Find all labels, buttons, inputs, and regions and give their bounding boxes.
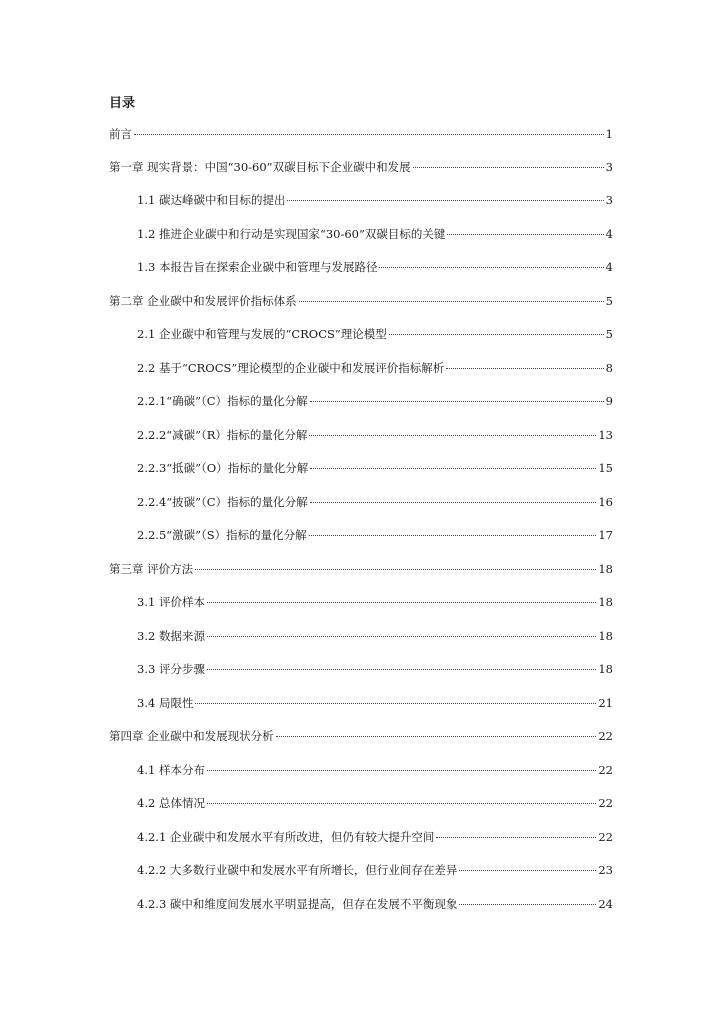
- toc-entry-label: 前言: [109, 127, 132, 141]
- toc-entry-page: 3: [605, 160, 613, 174]
- toc-entry[interactable]: [137, 761, 613, 779]
- dot-leader: [134, 134, 604, 135]
- dot-leader: [207, 669, 596, 670]
- toc-entry[interactable]: [137, 392, 613, 410]
- dot-leader: [459, 904, 596, 905]
- toc-entry-label: 2.2 基于“CROCS”理论模型的企业碳中和发展评价指标解析: [137, 361, 445, 375]
- toc-entry-page: 5: [605, 294, 613, 308]
- toc-entry-label: 4.2 总体情况: [137, 796, 205, 810]
- toc-entry-label: 1.3 本报告旨在探索企业碳中和管理与发展路径: [137, 260, 378, 274]
- dot-leader: [299, 301, 604, 302]
- toc-title: 目录: [109, 96, 136, 111]
- toc-entry-page: 21: [598, 696, 613, 710]
- toc-entry-label: 第三章 评价方法: [109, 562, 194, 576]
- toc-entry[interactable]: [109, 292, 613, 310]
- dot-leader: [207, 770, 596, 771]
- toc-entry-page: 24: [598, 897, 613, 911]
- dot-leader: [207, 803, 596, 804]
- dot-leader: [379, 267, 603, 268]
- toc-entry-page: 8: [605, 361, 613, 375]
- toc-entry[interactable]: [137, 593, 613, 611]
- dot-leader: [389, 334, 604, 335]
- toc-entry[interactable]: [137, 191, 613, 209]
- toc-entry[interactable]: [137, 225, 613, 243]
- toc-entry-label: 4.1 样本分布: [137, 763, 205, 777]
- toc-entry-label: 4.2.1 企业碳中和发展水平有所改进，但仍有较大提升空间: [137, 830, 435, 844]
- toc-entry-page: 1: [605, 127, 613, 141]
- toc-entry[interactable]: [137, 627, 613, 645]
- toc-entry-label: 2.2.2“减碳”（R）指标的量化分解: [137, 428, 308, 442]
- toc-entry-label: 3.1 评价样本: [137, 595, 205, 609]
- toc-entry-page: 18: [598, 562, 613, 576]
- dot-leader: [310, 468, 596, 469]
- toc-entry-page: 4: [605, 260, 613, 274]
- toc-entry[interactable]: [109, 125, 613, 143]
- toc-entry-label: 第四章 企业碳中和发展现状分析: [109, 729, 274, 743]
- toc-entry-page: 22: [598, 830, 613, 844]
- toc-entry[interactable]: [137, 359, 613, 377]
- toc-entry-label: 4.2.3 碳中和维度间发展水平明显提高，但存在发展不平衡现象: [137, 897, 458, 911]
- toc-entry[interactable]: [137, 794, 613, 812]
- toc-entry-page: 22: [598, 763, 613, 777]
- toc-entry-page: 15: [598, 461, 613, 475]
- toc-entry-label: 3.4 局限性: [137, 696, 194, 710]
- toc-entry[interactable]: [137, 493, 613, 511]
- toc-entry-label: 3.3 评分步骤: [137, 662, 205, 676]
- dot-leader: [436, 837, 596, 838]
- toc-entry[interactable]: [137, 426, 613, 444]
- toc-entry[interactable]: [137, 459, 613, 477]
- toc-entry-page: 23: [598, 863, 613, 877]
- toc-entry-label: 第二章 企业碳中和发展评价指标体系: [109, 294, 297, 308]
- toc-entry[interactable]: [137, 660, 613, 678]
- toc-entry-page: 18: [598, 595, 613, 609]
- dot-leader: [207, 636, 596, 637]
- toc-entry-label: 2.2.1“确碳”（C）指标的量化分解: [137, 394, 308, 408]
- toc-entry-label: 2.2.3“抵碳”（O）指标的量化分解: [137, 461, 309, 475]
- toc-entry-label: 第一章 现实背景：中国“30-60”双碳目标下企业碳中和发展: [109, 160, 411, 174]
- dot-leader: [195, 569, 596, 570]
- dot-leader: [309, 435, 596, 436]
- toc-entry-page: 22: [598, 729, 613, 743]
- dot-leader: [276, 736, 597, 737]
- toc-entry-label: 2.1 企业碳中和管理与发展的“CROCS”理论模型: [137, 327, 387, 341]
- toc-entry[interactable]: [137, 258, 613, 276]
- toc-entry[interactable]: [137, 895, 613, 913]
- toc-entry[interactable]: [109, 727, 613, 745]
- toc-entry-label: 1.1 碳达峰碳中和目标的提出: [137, 193, 286, 207]
- toc-entry-label: 4.2.2 大多数行业碳中和发展水平有所增长，但行业间存在差异: [137, 863, 458, 877]
- toc-entry-page: 18: [598, 629, 613, 643]
- dot-leader: [447, 234, 603, 235]
- dot-leader: [287, 200, 603, 201]
- toc-entry-page: 4: [605, 227, 613, 241]
- toc-entry-label: 1.2 推进企业碳中和行动是实现国家“30-60”双碳目标的关键: [137, 227, 446, 241]
- toc-entry[interactable]: [137, 861, 613, 879]
- toc-entry-page: 5: [605, 327, 613, 341]
- toc-entry-page: 18: [598, 662, 613, 676]
- toc-entry-page: 16: [598, 495, 613, 509]
- dot-leader: [413, 167, 604, 168]
- toc-entry[interactable]: [109, 560, 613, 578]
- toc-entry-page: 17: [598, 528, 613, 542]
- dot-leader: [310, 401, 604, 402]
- toc-entry-page: 9: [605, 394, 613, 408]
- toc-entry[interactable]: [137, 325, 613, 343]
- toc-entry[interactable]: [137, 828, 613, 846]
- toc-entry-page: 3: [605, 193, 613, 207]
- toc-entry-page: 22: [598, 796, 613, 810]
- dot-leader: [310, 502, 597, 503]
- toc-entry[interactable]: [109, 158, 613, 176]
- dot-leader: [195, 703, 596, 704]
- toc-entry-label: 2.2.5“激碳”（S）指标的量化分解: [137, 528, 307, 542]
- toc-entry[interactable]: [137, 694, 613, 712]
- dot-leader: [459, 870, 596, 871]
- toc-entry[interactable]: [137, 526, 613, 544]
- toc-entry-page: 13: [598, 428, 613, 442]
- toc-entry-label: 2.2.4“披碳”（C）指标的量化分解: [137, 495, 308, 509]
- dot-leader: [309, 535, 597, 536]
- dot-leader: [207, 602, 596, 603]
- toc-entry-label: 3.2 数据来源: [137, 629, 205, 643]
- dot-leader: [446, 368, 603, 369]
